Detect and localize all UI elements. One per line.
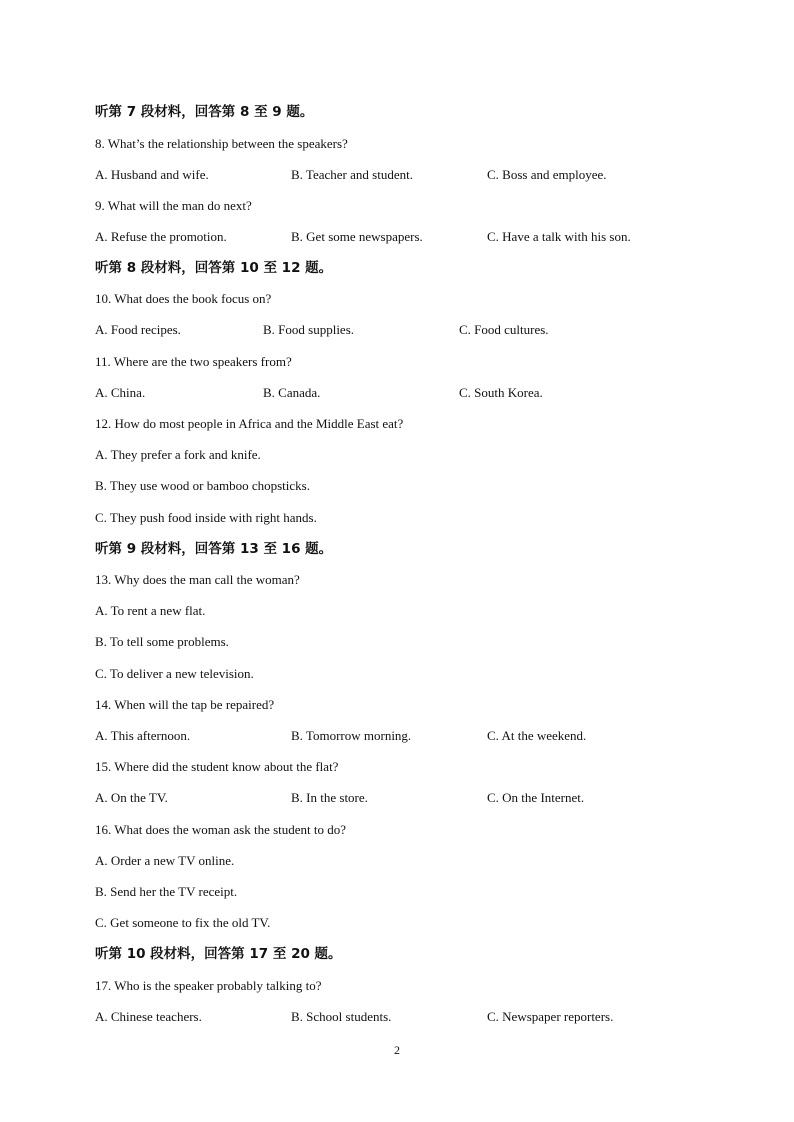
option-12a: A. They prefer a fork and knife. [95, 447, 261, 462]
page-number: 2 [394, 1043, 400, 1057]
question-13: 13. Why does the man call the woman? [95, 572, 300, 587]
option-14a: A. This afternoon. [95, 728, 191, 743]
question-12: 12. How do most people in Africa and the Middle East eat? [95, 416, 404, 431]
option-9a: A. Refuse the promotion. [95, 229, 227, 244]
question-8: 8. What’s the relationship between the speakers? [95, 136, 348, 151]
question-11: 11. Where are the two speakers from? [95, 354, 292, 369]
option-17b: B. School students. [291, 1009, 392, 1024]
option-9b: B. Get some newspapers. [291, 229, 423, 244]
option-8b: B. Teacher and student. [291, 167, 413, 182]
option-12b: B. They use wood or bamboo chopsticks. [95, 478, 310, 493]
option-14b: B. Tomorrow morning. [291, 728, 412, 743]
section-heading-8: 听第 8 段材料，回答第 10 至 12 题。 [95, 260, 333, 276]
question-15: 15. Where did the student know about the flat? [95, 759, 339, 774]
option-10b: B. Food supplies. [263, 322, 355, 337]
option-16c: C. Get someone to fix the old TV. [95, 915, 271, 930]
option-15c: C. On the Internet. [487, 790, 585, 805]
option-14c: C. At the weekend. [487, 728, 587, 743]
option-12c: C. They push food inside with right hands. [95, 510, 317, 525]
option-17a: A. Chinese teachers. [95, 1009, 202, 1024]
option-10a: A. Food recipes. [95, 322, 181, 337]
question-16: 16. What does the woman ask the student to do? [95, 822, 347, 837]
option-16a: A. Order a new TV online. [95, 853, 235, 868]
section-heading-9: 听第 9 段材料，回答第 13 至 16 题。 [95, 541, 333, 557]
question-10: 10. What does the book focus on? [95, 291, 272, 306]
option-10c: C. Food cultures. [459, 322, 549, 337]
option-13c: C. To deliver a new television. [95, 666, 254, 681]
option-8a: A. Husband and wife. [95, 167, 209, 182]
option-9c: C. Have a talk with his son. [487, 229, 631, 244]
option-16b: B. Send her the TV receipt. [95, 884, 238, 899]
option-15b: B. In the store. [291, 790, 368, 805]
option-13a: A. To rent a new flat. [95, 603, 206, 618]
section-heading-10: 听第 10 段材料，回答第 17 至 20 题。 [95, 946, 342, 962]
option-15a: A. On the TV. [95, 790, 168, 805]
option-17c: C. Newspaper reporters. [487, 1009, 614, 1024]
option-11b: B. Canada. [263, 385, 321, 400]
question-17: 17. Who is the speaker probably talking to? [95, 978, 322, 993]
section-heading-7: 听第 7 段材料，回答第 8 至 9 题。 [95, 104, 314, 120]
question-14: 14. When will the tap be repaired? [95, 697, 275, 712]
option-11c: C. South Korea. [459, 385, 543, 400]
option-8c: C. Boss and employee. [487, 167, 607, 182]
option-13b: B. To tell some problems. [95, 634, 229, 649]
option-11a: A. China. [95, 385, 146, 400]
question-9: 9. What will the man do next? [95, 198, 252, 213]
